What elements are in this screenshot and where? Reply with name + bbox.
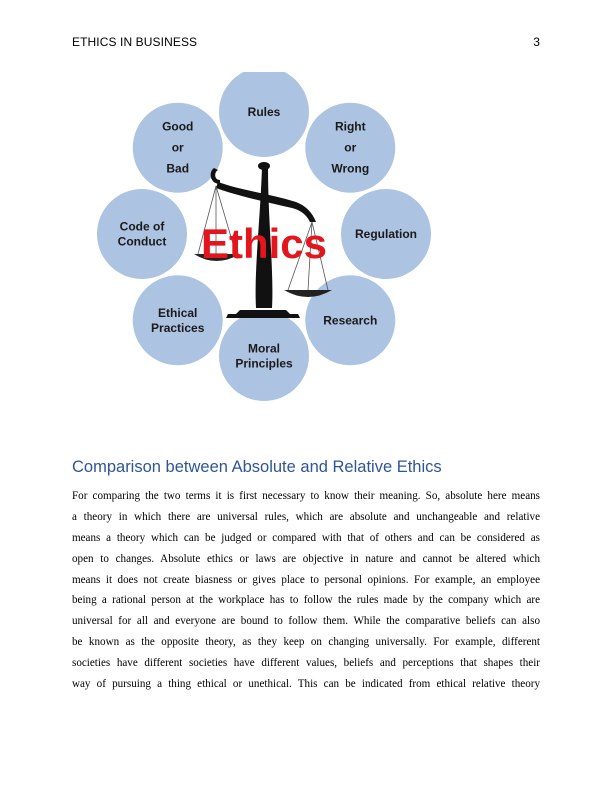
paragraph-line: universal for all and everyone are bound to follow them. While the comparative beliefs can also (72, 615, 540, 628)
paragraph-line: open to changes. Absolute ethics or laws are objective in nature and cannot be altered which (72, 552, 540, 565)
bubble-ethical-practices (133, 275, 223, 365)
bubble-label: Bad (166, 161, 190, 176)
running-head (72, 35, 540, 51)
bubble-label: Rules (247, 105, 281, 119)
bubble-research (305, 275, 395, 365)
ethics-diagram-svg (90, 72, 436, 418)
paragraph-line: means it does not create biasness or gives place to personal opinions. For example, an employee (72, 573, 540, 586)
bubble-label: Principles (235, 356, 293, 371)
bubble-label: Conduct (117, 234, 167, 249)
bubble-label: Practices (151, 320, 205, 335)
paragraph-line: For comparing the two terms it is first necessary to know their meaning. So, absolute here means (72, 490, 540, 502)
bubble-label: Good (162, 119, 194, 134)
ethics-diagram (90, 72, 436, 418)
page-number: 3 (533, 35, 540, 49)
paragraph-line: a theory in which there are universal rules, which are absolute and unchangeable and relative (72, 510, 540, 523)
paragraph-line: societies have different societies have different values, beliefs and perceptions that shapes their (72, 657, 540, 670)
bubble-label: Regulation (355, 227, 417, 241)
bubble-rules (219, 72, 309, 157)
paragraph-line: way of pursuing a thing ethical or unethical. This can be indicated from ethical relative theory (72, 678, 540, 691)
bubble-label: Right (334, 119, 366, 134)
bubble-label: or (171, 140, 184, 155)
bubble-code-of-conduct (97, 189, 187, 279)
bubble-moral-principles (219, 311, 309, 401)
section-heading: Comparison between Absolute and Relative Ethics (72, 458, 442, 476)
paragraph-line: be known as the opposite theory, as they keep on changing universally. For example, different (72, 636, 540, 649)
bubble-regulation (341, 189, 431, 279)
bubble-label: or (344, 140, 357, 155)
bubble-good-or-bad (133, 103, 223, 193)
paragraph-line: being a rational person at the workplace has to follow the rules made by the company which are (72, 594, 540, 607)
bubble-label: Code of (119, 219, 165, 234)
bubble-right-or-wrong (305, 103, 395, 193)
ethics-center-word: Ethics (200, 220, 328, 267)
bubble-label: Moral (247, 341, 281, 356)
bubble-label: Wrong (331, 161, 370, 176)
body-paragraph (72, 486, 540, 695)
bubble-label: Ethical (158, 305, 198, 320)
running-head-title: ETHICS IN BUSINESS (72, 35, 198, 49)
paragraph-line: means a theory which can be judged or compared with that of others and can be considered as (72, 531, 540, 544)
bubble-label: Research (323, 313, 378, 328)
